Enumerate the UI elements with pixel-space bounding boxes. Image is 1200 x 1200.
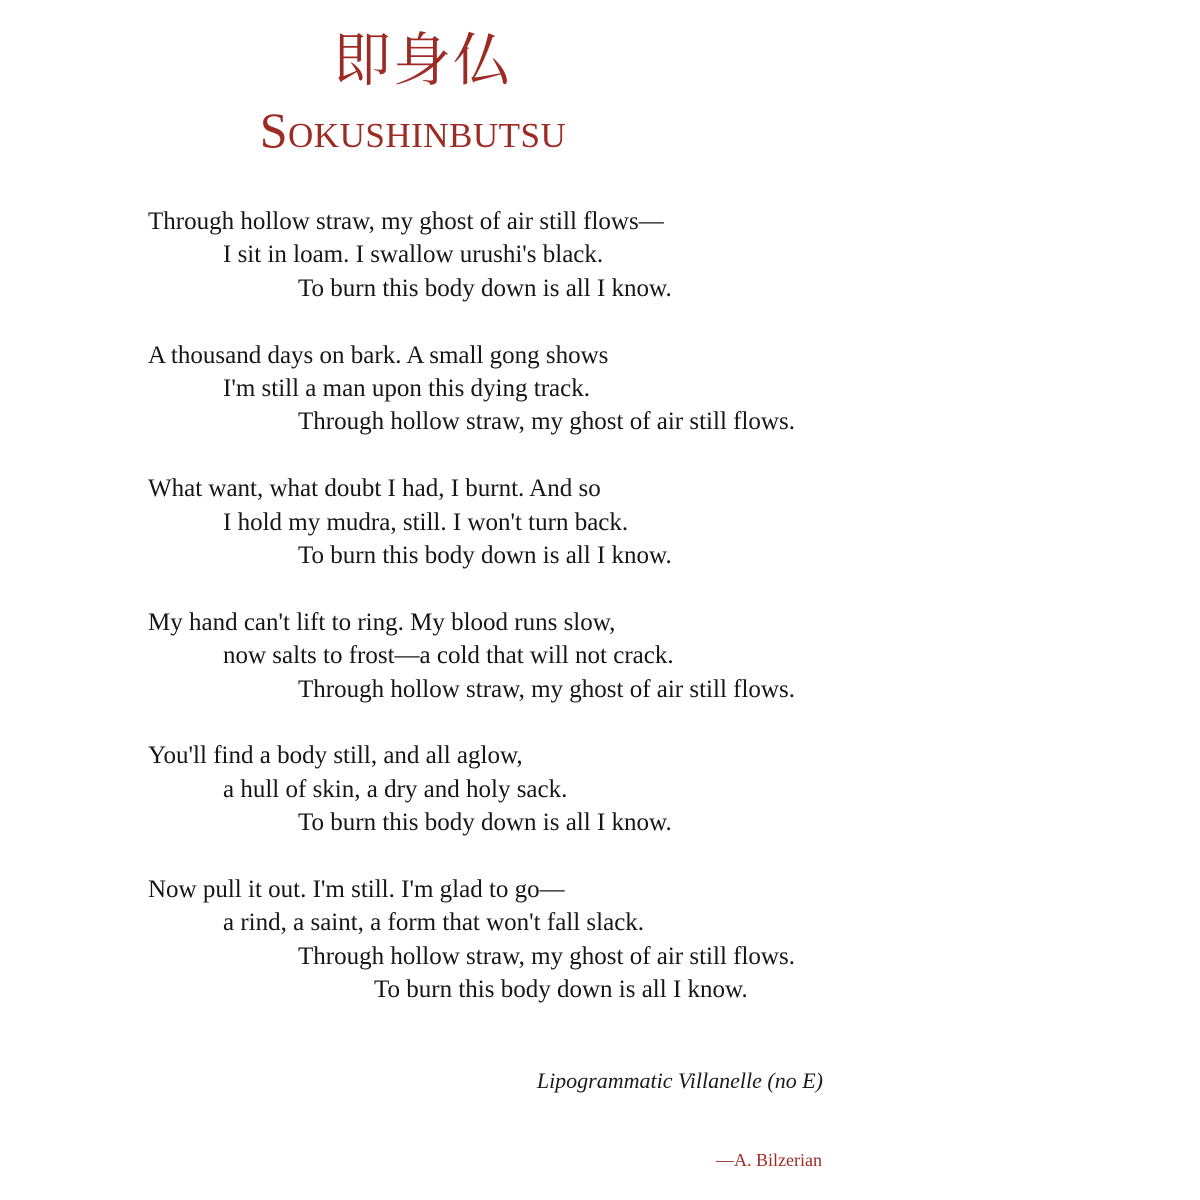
poem-line: To burn this body down is all I know. — [298, 274, 672, 302]
stanza — [148, 873, 908, 1007]
poem-line: a rind, a saint, a form that won't fall slack. — [223, 909, 645, 937]
poem-title: Sokushinbutsu — [259, 102, 567, 158]
form-note: Lipogrammatic Villanelle (no E) — [536, 1068, 823, 1093]
poem-line: Through hollow straw, my ghost of air still flows. — [298, 675, 795, 703]
stanza — [148, 606, 908, 706]
stanza — [148, 205, 908, 305]
poem-line: Through hollow straw, my ghost of air still flows. — [298, 408, 795, 436]
author-attribution: —A. Bilzerian — [716, 1150, 822, 1170]
stanza — [148, 472, 908, 572]
poem-line: You'll find a body still, and all aglow, — [148, 742, 523, 770]
poem-line: now salts to frost—a cold that will not crack. — [223, 642, 674, 670]
poem-line: a hull of skin, a dry and holy sack. — [223, 775, 568, 803]
kanji-heading: 即身仏 — [332, 26, 513, 94]
poem-line: I hold my mudra, still. I won't turn back. — [223, 508, 629, 536]
poem-line: A thousand days on bark. A small gong shows — [148, 341, 609, 369]
poem-line: To burn this body down is all I know. — [374, 976, 748, 1004]
poem-line: Through hollow straw, my ghost of air still flows. — [298, 942, 795, 970]
poem-line: To burn this body down is all I know. — [298, 809, 672, 837]
poem-line: Through hollow straw, my ghost of air still flows— — [148, 208, 664, 235]
stanza — [148, 339, 908, 439]
poem-line: My hand can't lift to ring. My blood runs slow, — [148, 608, 616, 636]
poem-line: Now pull it out. I'm still. I'm glad to go— — [148, 876, 565, 904]
stanza — [148, 739, 908, 839]
poem-body — [148, 205, 908, 1040]
poem-line: I'm still a man upon this dying track. — [223, 375, 590, 403]
poem-line: To burn this body down is all I know. — [298, 542, 672, 570]
poem-line: I sit in loam. I swallow urushi's black. — [223, 241, 604, 269]
poem-line: What want, what doubt I had, I burnt. And so — [148, 475, 601, 503]
